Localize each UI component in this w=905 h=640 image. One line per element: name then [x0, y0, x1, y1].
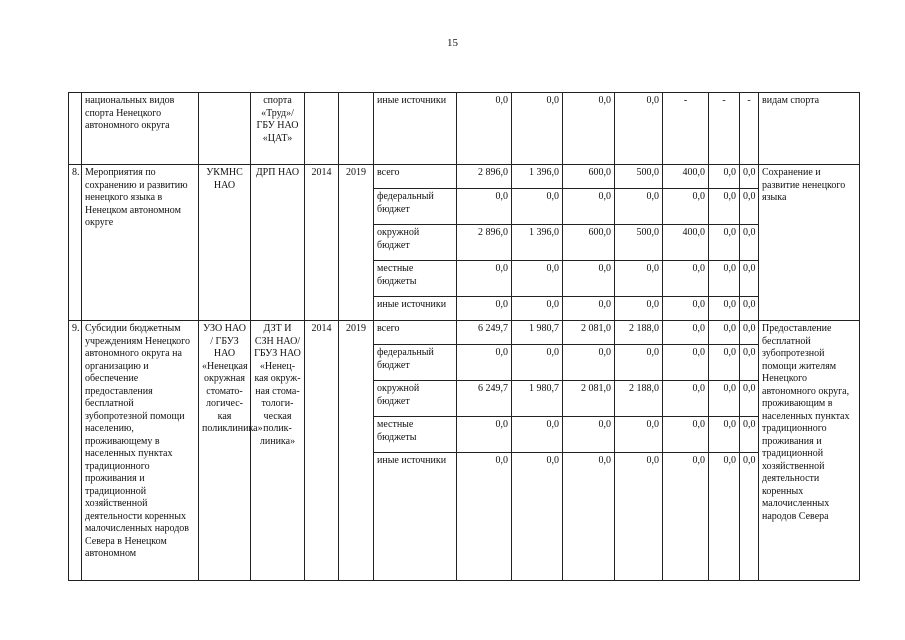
amount-2016: 500,0 [615, 165, 663, 189]
row-number: 9. [69, 321, 82, 581]
amount-2018: 0,0 [709, 381, 740, 417]
responsible-executor: УЗО НАО / ГБУЗ НАО «Ненецкая окружная стомато-логичес-кая поликлиника» [199, 321, 251, 581]
amount-2015: 0,0 [563, 417, 615, 453]
table-row [69, 93, 860, 165]
amount-2016: 2 188,0 [615, 381, 663, 417]
funding-source: иные источники [374, 93, 457, 165]
page-number: 15 [447, 37, 458, 49]
amount-2015: 0,0 [563, 93, 615, 165]
amount-2018: 0,0 [709, 165, 740, 189]
amount-2018: 0,0 [709, 189, 740, 225]
amount-2014: 0,0 [512, 93, 563, 165]
funding-source: окружной бюджет [374, 225, 457, 261]
amount-2017: 0,0 [663, 297, 709, 321]
amount-2019: 0,0 [740, 321, 759, 345]
amount-2016: 0,0 [615, 261, 663, 297]
expected-result: Сохранение и развитие ненецкого языка [759, 165, 860, 321]
amount-total: 0,0 [457, 189, 512, 225]
amount-2019: 0,0 [740, 261, 759, 297]
amount-total: 0,0 [457, 297, 512, 321]
amount-2018: 0,0 [709, 321, 740, 345]
co-executor: спорта «Труд»/ ГБУ НАО «ЦАТ» [251, 93, 305, 165]
amount-2019: 0,0 [740, 297, 759, 321]
amount-2014: 1 980,7 [512, 321, 563, 345]
amount-2018: 0,0 [709, 225, 740, 261]
amount-2017: - [663, 93, 709, 165]
amount-2014: 0,0 [512, 261, 563, 297]
amount-2018: 0,0 [709, 417, 740, 453]
row-number: 8. [69, 165, 82, 321]
amount-2015: 600,0 [563, 225, 615, 261]
amount-2018: - [709, 93, 740, 165]
amount-2019: 0,0 [740, 417, 759, 453]
amount-2019: 0,0 [740, 345, 759, 381]
amount-2019: 0,0 [740, 381, 759, 417]
row-number [69, 93, 82, 165]
funding-source: окружной бюджет [374, 381, 457, 417]
end-year: 2019 [339, 321, 374, 581]
program-table [68, 92, 860, 581]
amount-2016: 0,0 [615, 93, 663, 165]
amount-2016: 500,0 [615, 225, 663, 261]
amount-total: 2 896,0 [457, 165, 512, 189]
responsible-executor [199, 93, 251, 165]
funding-source: всего [374, 321, 457, 345]
funding-source: всего [374, 165, 457, 189]
measure-name: национальных видов спорта Ненецкого автономного округа [82, 93, 199, 165]
amount-total: 0,0 [457, 453, 512, 581]
amount-2015: 2 081,0 [563, 321, 615, 345]
amount-total: 6 249,7 [457, 321, 512, 345]
co-executor: ДЗТ И СЗН НАО/ ГБУЗ НАО «Ненец-кая окруж-ная стома-тологи-ческая полик-линика» [251, 321, 305, 581]
funding-source: федеральный бюджет [374, 345, 457, 381]
amount-2015: 0,0 [563, 453, 615, 581]
amount-total: 0,0 [457, 345, 512, 381]
funding-source: иные источники [374, 453, 457, 581]
amount-2014: 1 396,0 [512, 225, 563, 261]
amount-2015: 0,0 [563, 297, 615, 321]
amount-2016: 0,0 [615, 189, 663, 225]
start-year: 2014 [305, 165, 339, 321]
end-year [339, 93, 374, 165]
amount-total: 0,0 [457, 417, 512, 453]
amount-2018: 0,0 [709, 261, 740, 297]
amount-2019: 0,0 [740, 189, 759, 225]
amount-2018: 0,0 [709, 453, 740, 581]
amount-2014: 0,0 [512, 417, 563, 453]
amount-2014: 0,0 [512, 345, 563, 381]
co-executor: ДРП НАО [251, 165, 305, 321]
amount-2014: 1 980,7 [512, 381, 563, 417]
start-year: 2014 [305, 321, 339, 581]
amount-2018: 0,0 [709, 297, 740, 321]
start-year [305, 93, 339, 165]
amount-2019: 0,0 [740, 453, 759, 581]
amount-2016: 0,0 [615, 345, 663, 381]
amount-2014: 0,0 [512, 189, 563, 225]
amount-total: 0,0 [457, 261, 512, 297]
amount-2014: 1 396,0 [512, 165, 563, 189]
amount-2019: 0,0 [740, 225, 759, 261]
amount-2017: 0,0 [663, 321, 709, 345]
amount-2017: 400,0 [663, 225, 709, 261]
amount-2015: 2 081,0 [563, 381, 615, 417]
end-year: 2019 [339, 165, 374, 321]
funding-source: иные источники [374, 297, 457, 321]
amount-2015: 0,0 [563, 345, 615, 381]
amount-2017: 0,0 [663, 345, 709, 381]
amount-2017: 400,0 [663, 165, 709, 189]
responsible-executor: УКМНС НАО [199, 165, 251, 321]
funding-source: федеральный бюджет [374, 189, 457, 225]
amount-2015: 0,0 [563, 261, 615, 297]
amount-2017: 0,0 [663, 381, 709, 417]
amount-2017: 0,0 [663, 453, 709, 581]
amount-2016: 2 188,0 [615, 321, 663, 345]
amount-total: 0,0 [457, 93, 512, 165]
amount-2015: 0,0 [563, 189, 615, 225]
amount-2014: 0,0 [512, 453, 563, 581]
amount-2015: 600,0 [563, 165, 615, 189]
table-row [69, 321, 860, 345]
amount-total: 6 249,7 [457, 381, 512, 417]
measure-name: Субсидии бюджетным учреждениям Ненецкого автономного округа на организацию и обеспечение предоставления бесплатной зубопротезной помощи населению, проживающему в населенных пунктах традиционного проживания и традиционной хозяйственной деятельности коренных малочисленных народов Севера в Ненецком автономном [82, 321, 199, 581]
expected-result: видам спорта [759, 93, 860, 165]
amount-2017: 0,0 [663, 417, 709, 453]
amount-2016: 0,0 [615, 453, 663, 581]
amount-2016: 0,0 [615, 417, 663, 453]
amount-2014: 0,0 [512, 297, 563, 321]
table-row [69, 165, 860, 189]
amount-2019: - [740, 93, 759, 165]
amount-2016: 0,0 [615, 297, 663, 321]
amount-2017: 0,0 [663, 261, 709, 297]
funding-source: местные бюджеты [374, 261, 457, 297]
amount-2018: 0,0 [709, 345, 740, 381]
amount-2017: 0,0 [663, 189, 709, 225]
amount-total: 2 896,0 [457, 225, 512, 261]
funding-source: местные бюджеты [374, 417, 457, 453]
amount-2019: 0,0 [740, 165, 759, 189]
measure-name: Мероприятия по сохранению и развитию ненецкого языка в Ненецком автономном округе [82, 165, 199, 321]
expected-result: Предоставление бесплатной зубопротезной помощи жителям Ненецкого автономного округа, проживающим в населенных пунктах традиционного проживания и традиционной хозяйственной деятельности коренных малочисленных народов Севера [759, 321, 860, 581]
